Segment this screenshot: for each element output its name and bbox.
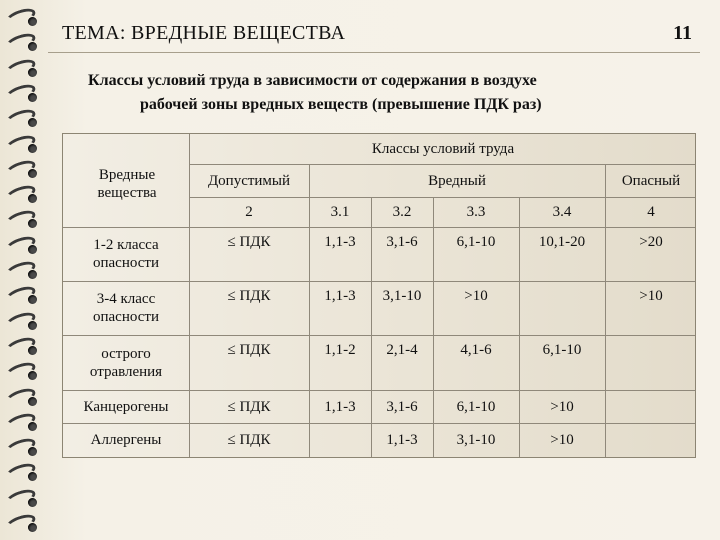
class-3-1: 3.1 <box>330 204 350 220</box>
table-cell: 1,1-2 <box>324 342 356 358</box>
spiral-ring <box>2 360 42 384</box>
page-title: ТЕМА: ВРЕДНЫЕ ВЕЩЕСТВА <box>62 22 346 44</box>
row-name: Канцерогены <box>83 398 169 415</box>
header-harmful-substances: Вредные вещества <box>97 167 157 201</box>
punch-hole <box>28 118 37 127</box>
table-cell: 3,1-10 <box>382 288 422 304</box>
spiral-ring <box>2 31 42 55</box>
punch-hole <box>28 194 37 203</box>
table-cell: 6,1-10 <box>456 398 496 415</box>
table-cell: 1,1-3 <box>386 432 418 448</box>
table-cell: 6,1-10 <box>456 234 496 250</box>
class-2: 2 <box>245 204 253 220</box>
spiral-ring <box>2 57 42 81</box>
punch-hole <box>28 371 37 380</box>
punch-hole <box>28 68 37 77</box>
spiral-binding <box>0 0 44 540</box>
punch-hole <box>28 17 37 26</box>
table-caption-line-1: Классы условий труда в зависимости от содержания в воздухе <box>88 72 537 89</box>
table-cell: 3,1-10 <box>456 432 496 448</box>
table-cell: 1,1-3 <box>324 234 356 250</box>
table-cell: 6,1-10 <box>542 342 582 358</box>
spiral-ring <box>2 487 42 511</box>
table-cell: >10 <box>550 398 574 415</box>
punch-hole <box>28 144 37 153</box>
spiral-ring <box>2 259 42 283</box>
spiral-ring <box>2 234 42 258</box>
table-cell: ≤ ПДК <box>227 398 271 415</box>
table-cell: 1,1-3 <box>324 398 356 415</box>
punch-hole <box>28 219 37 228</box>
table-cell: 10,1-20 <box>538 234 586 250</box>
row-name: 3-4 класс опасности <box>93 291 159 325</box>
spiral-ring <box>2 512 42 536</box>
table-cell: >10 <box>464 288 488 304</box>
spiral-ring <box>2 208 42 232</box>
class-3-3: 3.3 <box>466 204 486 220</box>
table-cell <box>605 423 697 457</box>
row-name: Аллергены <box>90 432 162 448</box>
table-cell: 2,1-4 <box>386 342 418 358</box>
spiral-ring <box>2 183 42 207</box>
spiral-ring <box>2 335 42 359</box>
table-cell: >20 <box>639 234 663 250</box>
spiral-ring <box>2 158 42 182</box>
punch-hole <box>28 397 37 406</box>
punch-hole <box>28 346 37 355</box>
punch-hole <box>28 321 37 330</box>
table-cell: ≤ ПДК <box>227 432 271 448</box>
table-cell: >10 <box>550 432 574 448</box>
punch-hole <box>28 498 37 507</box>
header-divider <box>48 52 700 53</box>
table-cell <box>605 335 697 365</box>
table-cell: 3,1-6 <box>386 234 418 250</box>
table-cell: 3,1-6 <box>386 398 418 415</box>
punch-hole <box>28 422 37 431</box>
table-cell: >10 <box>639 288 663 304</box>
header-acceptable: Допустимый <box>207 172 291 189</box>
table-cell: 1,1-3 <box>324 288 356 304</box>
table-cell <box>605 390 697 423</box>
punch-hole <box>28 472 37 481</box>
table-cell <box>309 423 371 457</box>
punch-hole <box>28 447 37 456</box>
spiral-ring <box>2 461 42 485</box>
table-cell: ≤ ПДК <box>227 288 271 304</box>
punch-hole <box>28 42 37 51</box>
table-cell: ≤ ПДК <box>227 342 271 358</box>
spiral-ring <box>2 82 42 106</box>
punch-hole <box>28 270 37 279</box>
row-name: острого отравления <box>89 345 163 380</box>
punch-hole <box>28 169 37 178</box>
conditions-table <box>62 133 696 458</box>
spiral-ring <box>2 6 42 30</box>
punch-hole <box>28 295 37 304</box>
header-dangerous: Опасный <box>621 172 681 189</box>
punch-hole <box>28 523 37 532</box>
table-cell: ≤ ПДК <box>227 234 271 250</box>
spiral-ring <box>2 310 42 334</box>
spiral-ring <box>2 284 42 308</box>
class-3-2: 3.2 <box>392 204 412 220</box>
class-3-4: 3.4 <box>552 204 572 220</box>
header-harmful: Вредный <box>428 172 486 189</box>
spiral-ring <box>2 411 42 435</box>
table-caption-line-2: рабочей зоны вредных веществ (превышение ПДК раз) <box>140 96 542 113</box>
row-name: 1-2 класса опасности <box>93 237 159 271</box>
header-classes-of-conditions: Классы условий труда <box>371 141 515 157</box>
table-cell: 4,1-6 <box>460 342 492 358</box>
punch-hole <box>28 245 37 254</box>
punch-hole <box>28 93 37 102</box>
spiral-ring <box>2 133 42 157</box>
slide-number: 11 <box>673 22 692 44</box>
spiral-ring <box>2 107 42 131</box>
spiral-ring <box>2 436 42 460</box>
spiral-ring <box>2 386 42 410</box>
table-cell <box>519 281 605 311</box>
class-4: 4 <box>647 204 655 220</box>
